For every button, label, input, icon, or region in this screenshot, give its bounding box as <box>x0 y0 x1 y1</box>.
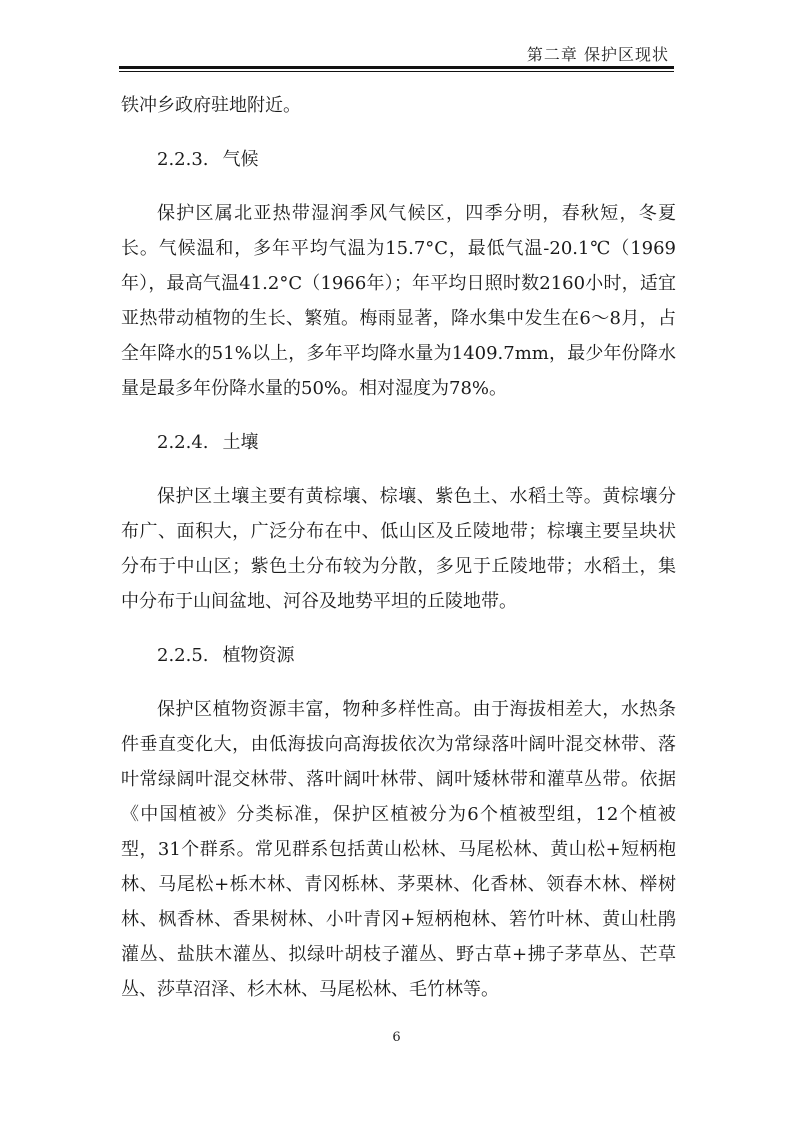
section-heading-soil <box>121 425 676 460</box>
header-rule-thick <box>119 66 674 69</box>
section-number: 2.2.5. <box>157 645 209 666</box>
section-heading-climate <box>121 142 676 177</box>
header-rule-thin <box>119 71 674 72</box>
page-number: 6 <box>392 1030 401 1045</box>
page-header <box>0 0 793 80</box>
climate-paragraph: 保护区属北亚热带湿润季风气候区，四季分明，春秋短，冬夏长。气候温和，多年平均气温为15.7°C，最低气温-20.1℃（1969年），最高气温41.2°C（1966年）；年平均日照时数2160小时，适宜亚热带动植物的生长、繁殖。梅雨显著，降水集中发生在6～8月，占全年降水的51%以上，多年平均降水量为1409.7mm，最少年份降水量是最多年份降水量的50%。相对湿度为78%。 <box>121 203 676 399</box>
page-body <box>121 88 676 1007</box>
soil-paragraph: 保护区土壤主要有黄棕壤、棕壤、紫色土、水稻土等。黄棕壤分布广、面积大，广泛分布在中、低山区及丘陵地带；棕壤主要呈块状分布于中山区；紫色土分布较为分散，多见于丘陵地带；水稻土，集中分布于山间盆地、河谷及地势平坦的丘陵地带。 <box>121 486 676 612</box>
section-title: 气候 <box>222 149 259 170</box>
continuation-paragraph: 铁冲乡政府驻地附近。 <box>121 95 301 116</box>
section-heading-plant-resources <box>121 638 676 673</box>
plant-resources-paragraph: 保护区植物资源丰富，物种多样性高。由于海拔相差大，水热条件垂直变化大，由低海拔向高海拔依次为常绿落叶阔叶混交林带、落叶常绿阔叶混交林带、落叶阔叶林带、阔叶矮林带和灌草丛带。依据《中国植被》分类标准，保护区植被分为6个植被型组，12个植被型，31个群系。常见群系包括黄山松林、马尾松林、黄山松+短柄枹林、马尾松+栎木林、青冈栎林、茅栗林、化香林、领春木林、榉树林、枫香林、香果树林、小叶青冈+短柄枹林、箬竹叶林、黄山杜鹃灌丛、盐肤木灌丛、拟绿叶胡枝子灌丛、野古草+拂子茅草丛、芒草丛、莎草沼泽、杉木林、马尾松林、毛竹林等。 <box>121 699 676 1000</box>
section-title: 植物资源 <box>222 645 295 666</box>
section-title: 土壤 <box>222 432 259 453</box>
chapter-title: 第二章 保护区现状 <box>526 45 669 64</box>
section-number: 2.2.4. <box>157 432 209 453</box>
section-number: 2.2.3. <box>157 149 209 170</box>
